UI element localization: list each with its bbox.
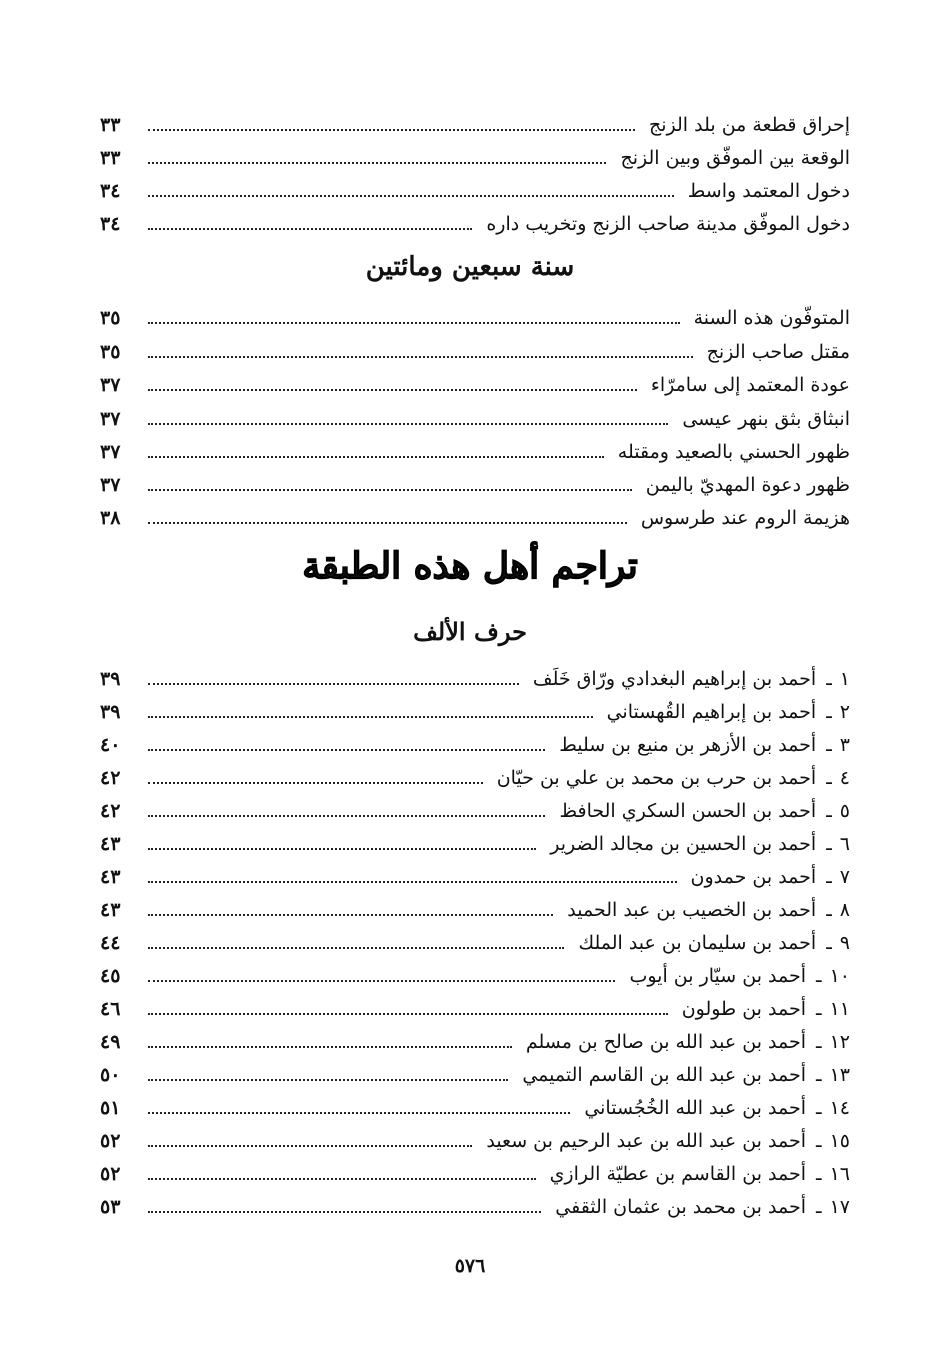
- page-number: ٥٧٦: [454, 1255, 486, 1277]
- bio-entry: [100, 928, 850, 958]
- bio-page: ٤٣: [100, 866, 121, 888]
- bio-number: ٧: [839, 866, 850, 888]
- bio-entry: [100, 697, 850, 727]
- entry-title: هزيمة الروم عند طرسوس: [640, 507, 850, 529]
- entry-page: ٣٧: [100, 441, 121, 463]
- dot-leader: [148, 522, 627, 524]
- bio-title: أحمد بن إبراهيم القُهستاني: [606, 701, 817, 723]
- dot-leader: [148, 947, 564, 949]
- dash: ـ: [826, 767, 832, 789]
- dot-leader: [148, 815, 545, 817]
- bio-number: ٥: [839, 800, 850, 822]
- bio-number: ٦: [839, 833, 850, 855]
- bio-entry: [100, 664, 850, 694]
- bio-title: أحمد بن الأزهر بن منيع بن سليط: [559, 734, 817, 756]
- bio-page: ٤٦: [100, 998, 121, 1020]
- bio-number: ١١: [829, 998, 850, 1020]
- bio-entry: [100, 763, 850, 793]
- entry-title: ظهور الحسني بالصعيد ومقتله: [617, 441, 850, 463]
- toc-entry: [100, 404, 850, 434]
- dash: ـ: [816, 1064, 822, 1086]
- bio-page: ٤٩: [100, 1031, 121, 1053]
- toc-entry: [100, 503, 850, 533]
- dot-leader: [148, 1145, 472, 1147]
- bio-number: ٩: [839, 932, 850, 954]
- toc-entry: [100, 337, 850, 367]
- bio-title: أحمد بن عبد الله الخُجُستاني: [584, 1097, 806, 1119]
- bio-page: ٥٠: [100, 1064, 121, 1086]
- bio-entry: [100, 1159, 850, 1189]
- bio-page: ٤٥: [100, 965, 121, 987]
- dot-leader: [148, 162, 606, 164]
- entry-title: مقتل صاحب الزنج: [706, 341, 850, 363]
- bio-page: ٤٣: [100, 899, 121, 921]
- main-heading: تراجم أهل هذه الطبقة: [302, 545, 638, 587]
- dot-leader: [148, 1079, 508, 1081]
- bio-entry: [100, 730, 850, 760]
- dash: ـ: [816, 1097, 822, 1119]
- bio-title: أحمد بن عبد الله بن عبد الرحيم بن سعيد: [486, 1130, 806, 1152]
- year-heading: سنة سبعين ومائتين: [365, 252, 575, 282]
- entry-page: ٣٨: [100, 507, 121, 529]
- entry-title: دخول الموفّق مدينة صاحب الزنج وتخريب داره: [486, 213, 850, 235]
- bio-page: ٥٢: [100, 1163, 121, 1185]
- bio-number: ٨: [839, 899, 850, 921]
- dash: ـ: [826, 668, 832, 690]
- bio-page: ٤٤: [100, 932, 121, 954]
- toc-entry: [100, 470, 850, 500]
- bio-entry: [100, 862, 850, 892]
- bio-entry: [100, 1093, 850, 1123]
- bio-title: أحمد بن سيّار بن أيوب: [629, 965, 806, 987]
- dash: ـ: [816, 1130, 822, 1152]
- entry-page: ٣٧: [100, 374, 121, 396]
- dash: ـ: [826, 734, 832, 756]
- entry-page: ٣٤: [100, 180, 121, 202]
- bio-title: أحمد بن الحسن السكري الحافظ: [559, 800, 817, 822]
- toc-entry: [100, 303, 850, 333]
- bio-number: ١٠: [829, 965, 850, 987]
- bio-entry: [100, 1126, 850, 1156]
- bio-page: ٣٩: [100, 668, 121, 690]
- bio-page: ٣٩: [100, 701, 121, 723]
- bio-title: أحمد بن عبد الله بن القاسم التميمي: [522, 1064, 806, 1086]
- dash: ـ: [826, 701, 832, 723]
- bio-title: أحمد بن الحسين بن مجالد الضرير: [550, 833, 817, 855]
- toc-entry: [100, 437, 850, 467]
- toc-entry: [100, 209, 850, 239]
- bio-page: ٤٣: [100, 833, 121, 855]
- bio-entry: [100, 961, 850, 991]
- entry-page: ٣٧: [100, 474, 121, 496]
- bio-page: ٥٢: [100, 1130, 121, 1152]
- dot-leader: [148, 389, 637, 391]
- dash: ـ: [816, 998, 822, 1020]
- dot-leader: [148, 1211, 541, 1213]
- bio-page: ٥٣: [100, 1196, 121, 1218]
- bio-title: أحمد بن عبد الله بن صالح بن مسلم: [525, 1031, 806, 1053]
- entry-title: ظهور دعوة المهديّ باليمن: [645, 474, 850, 496]
- bio-number: ١٢: [829, 1031, 850, 1053]
- dash: ـ: [826, 899, 832, 921]
- toc-entry: [100, 110, 850, 140]
- entry-title: الوقعة بين الموفّق وبين الزنج: [620, 147, 850, 169]
- entry-page: ٣٥: [100, 341, 121, 363]
- bio-number: ٣: [839, 734, 850, 756]
- dot-leader: [148, 848, 536, 850]
- dot-leader: [148, 489, 632, 491]
- bio-number: ٤: [839, 767, 850, 789]
- dot-leader: [148, 1112, 570, 1114]
- dot-leader: [148, 683, 519, 685]
- dash: ـ: [826, 800, 832, 822]
- entry-page: ٣٣: [100, 147, 121, 169]
- entry-page: ٣٤: [100, 213, 121, 235]
- entry-title: انبثاق بثق بنهر عيسى: [682, 408, 850, 430]
- bio-title: أحمد بن سليمان بن عبد الملك: [578, 932, 817, 954]
- bio-title: أحمد بن الخصيب بن عبد الحميد: [567, 899, 817, 921]
- dot-leader: [148, 228, 472, 230]
- dot-leader: [148, 980, 615, 982]
- dot-leader: [148, 749, 545, 751]
- bio-entry: [100, 1027, 850, 1057]
- entry-title: المتوفّون هذه السنة: [693, 307, 850, 329]
- letter-heading: حرف الألف: [413, 617, 527, 646]
- dot-leader: [148, 195, 674, 197]
- dash: ـ: [816, 965, 822, 987]
- dot-leader: [148, 356, 693, 358]
- bio-title: أحمد بن طولون: [681, 998, 806, 1020]
- bio-entry: [100, 895, 850, 925]
- bio-number: ١: [839, 668, 850, 690]
- bio-number: ١٤: [829, 1097, 850, 1119]
- entry-title: عودة المعتمد إلى سامرّاء: [650, 374, 850, 396]
- bio-number: ٢: [839, 701, 850, 723]
- dot-leader: [148, 322, 680, 324]
- toc-entry: [100, 143, 850, 173]
- dot-leader: [148, 1046, 512, 1048]
- bio-number: ١٣: [829, 1064, 850, 1086]
- bio-page: ٤٢: [100, 767, 121, 789]
- bio-entry: [100, 796, 850, 826]
- dot-leader: [148, 423, 668, 425]
- dot-leader: [148, 782, 483, 784]
- dash: ـ: [826, 833, 832, 855]
- dot-leader: [148, 881, 677, 883]
- dash: ـ: [816, 1163, 822, 1185]
- entry-page: ٣٧: [100, 408, 121, 430]
- dash: ـ: [826, 866, 832, 888]
- dot-leader: [148, 716, 593, 718]
- toc-entry: [100, 370, 850, 400]
- dot-leader: [148, 456, 604, 458]
- bio-page: ٤٠: [100, 734, 121, 756]
- bio-entry: [100, 829, 850, 859]
- dash: ـ: [826, 932, 832, 954]
- entry-page: ٣٥: [100, 307, 121, 329]
- entry-page: ٣٣: [100, 114, 121, 136]
- bio-title: أحمد بن محمد بن عثمان الثقفي: [555, 1196, 806, 1218]
- bio-title: أحمد بن إبراهيم البغدادي ورّاق خَلَف: [532, 668, 817, 690]
- dot-leader: [148, 914, 553, 916]
- bio-title: أحمد بن حمدون: [690, 866, 817, 888]
- dot-leader: [148, 1178, 536, 1180]
- bio-page: ٤٢: [100, 800, 121, 822]
- dot-leader: [148, 1013, 668, 1015]
- bio-title: أحمد بن حرب بن محمد بن علي بن حيّان: [496, 767, 817, 789]
- entry-title: دخول المعتمد واسط: [687, 180, 850, 202]
- bio-number: ١٦: [829, 1163, 850, 1185]
- bio-entry: [100, 1060, 850, 1090]
- bio-number: ١٧: [829, 1196, 850, 1218]
- bio-number: ١٥: [829, 1130, 850, 1152]
- bio-entry: [100, 994, 850, 1024]
- entry-title: إحراق قطعة من بلد الزنج: [648, 114, 850, 136]
- bio-title: أحمد بن القاسم بن عطيّة الرازي: [549, 1163, 806, 1185]
- dot-leader: [148, 129, 635, 131]
- dash: ـ: [816, 1196, 822, 1218]
- bio-page: ٥١: [100, 1097, 121, 1119]
- dash: ـ: [816, 1031, 822, 1053]
- bio-entry: [100, 1192, 850, 1222]
- toc-entry: [100, 176, 850, 206]
